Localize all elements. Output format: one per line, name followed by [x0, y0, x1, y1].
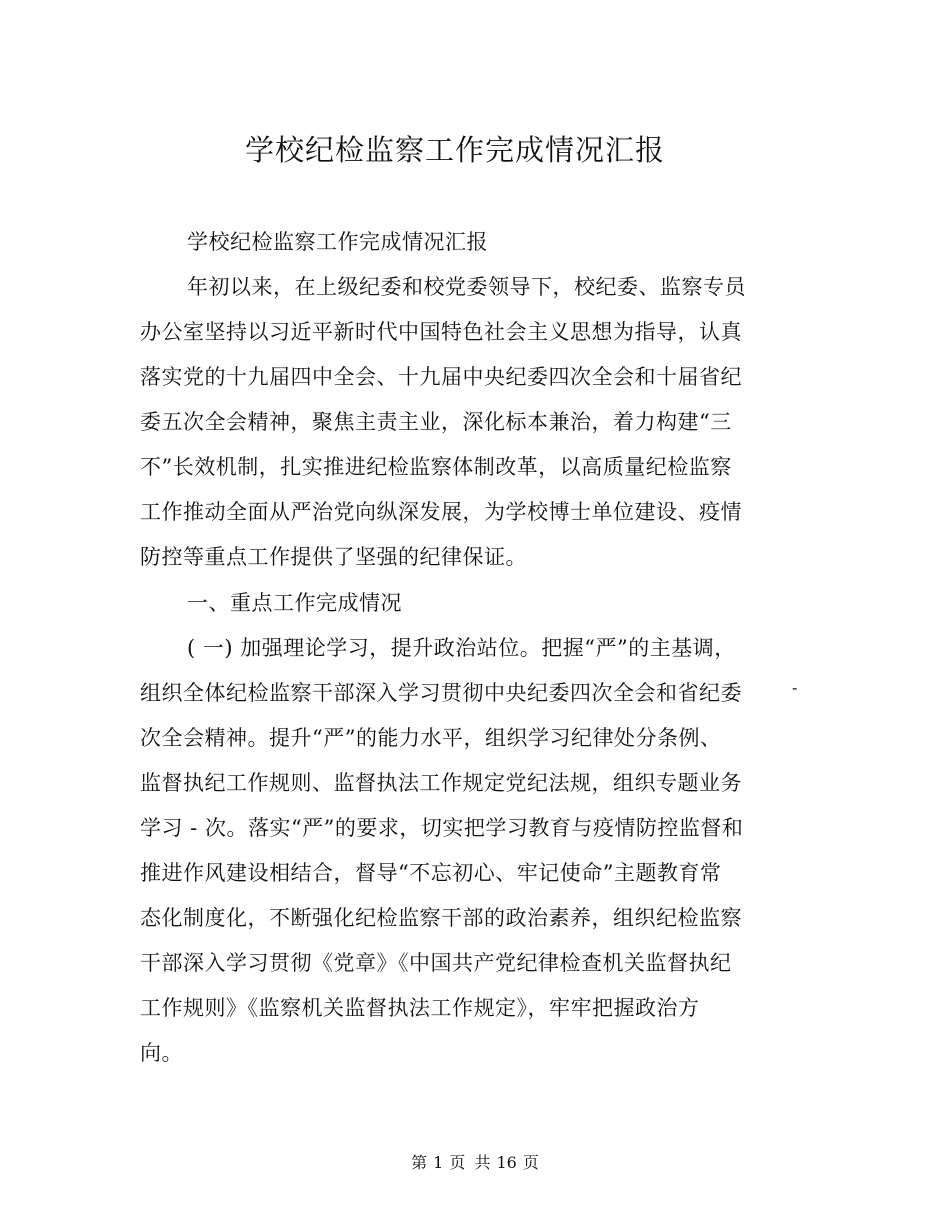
- paragraph-line: 年初以来，在上级纪委和校党委领导下，校纪委、监察专员: [187, 275, 746, 299]
- paragraph-line: 防控等重点工作提供了坚强的纪律保证。: [140, 545, 527, 569]
- paragraph-line: 落实党的十九届四中全会、十九届中央纪委四次全会和十届省纪: [140, 365, 742, 389]
- subtitle-line: 学校纪检监察工作完成情况汇报: [187, 230, 488, 254]
- paragraph-line: 干部深入学习贯彻《党章》《中国共产党纪律检查机关监督执纪: [140, 951, 732, 975]
- paragraph-line: 次全会精神。提升“严”的能力水平，组织学习纪律处分条例、: [140, 726, 722, 750]
- paragraph-line: 工作规则》《监察机关监督执法工作规定》，牢牢把握政治方: [140, 996, 700, 1020]
- paragraph-line: 组织全体纪检监察干部深入学习贯彻中央纪委四次全会和省纪委: [140, 681, 742, 705]
- paragraph-line: 不”长效机制，扎实推进纪检监察体制改革，以高质量纪检监察: [140, 455, 732, 479]
- document-title: 学校纪检监察工作完成情况汇报: [244, 133, 665, 167]
- footer-middle: 页 共: [449, 1153, 491, 1172]
- footer-prefix: 第: [411, 1153, 428, 1172]
- paragraph-line: 态化制度化，不断强化纪检监察干部的政治素养，组织纪检监察: [140, 906, 742, 930]
- footer-total-pages: 16: [496, 1153, 517, 1172]
- footer-current-page: 1: [433, 1153, 444, 1172]
- section-heading: 一、重点工作完成情况: [187, 591, 402, 615]
- paragraph-line: 委五次全会精神，聚焦主责主业，深化标本兼治，着力构建“三: [140, 410, 732, 434]
- page-footer: [0, 1152, 950, 1174]
- stray-dash-mark: -: [792, 678, 798, 697]
- paragraph-line: 办公室坚持以习近平新时代中国特色社会主义思想为指导，认真: [140, 320, 742, 344]
- paragraph-line: 学习 - 次。落实“严”的要求，切实把学习教育与疫情防控监督和: [140, 816, 744, 840]
- paragraph-line: 工作推动全面从严治党向纵深发展，为学校博士单位建设、疫情: [140, 500, 742, 524]
- paragraph-line: 向。: [140, 1041, 183, 1065]
- paragraph-line: 推进作风建设相结合，督导“不忘初心、牢记使命”主题教育常: [140, 861, 722, 885]
- footer-suffix: 页: [522, 1153, 539, 1172]
- paragraph-line: 监督执纪工作规则、监督执法工作规定党纪法规，组织专题业务: [140, 771, 742, 795]
- paragraph-line: ( 一) 加强理论学习，提升政治站位。把握“严”的主基调，: [187, 636, 736, 660]
